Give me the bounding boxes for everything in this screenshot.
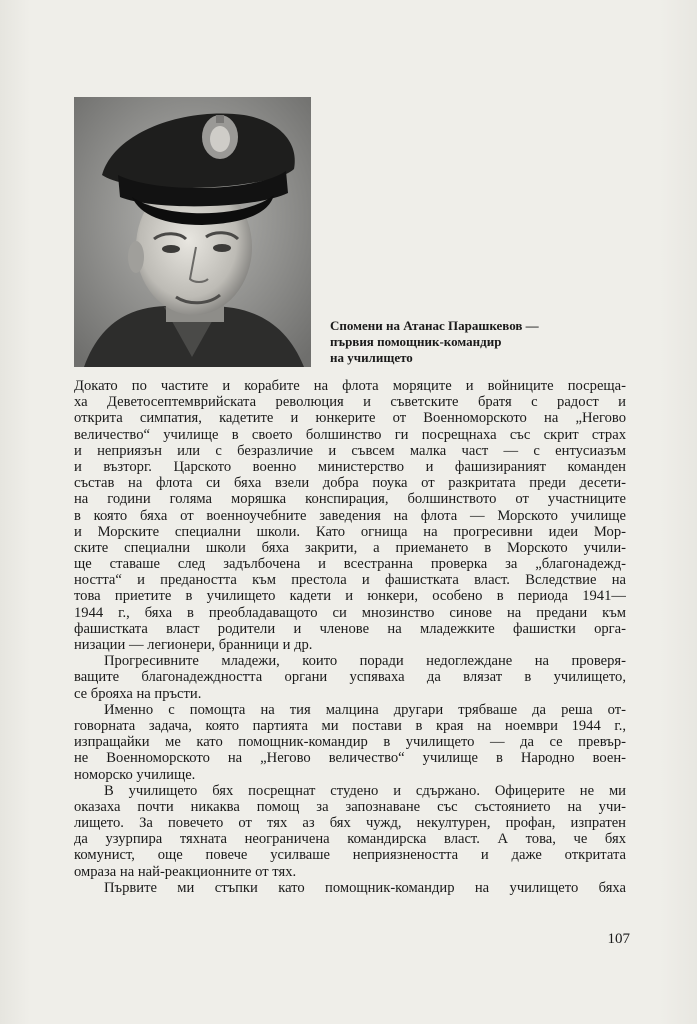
text-line: Именно с помощта на тия малцина другари трябваше да реша от- <box>104 701 626 718</box>
text-line: открита симпатия, кадетите и юнкерите от Военноморското на „Негово <box>74 410 626 427</box>
text-line: 1944 г., бяха в преобладаващото си мнозинство синове на предани към <box>74 604 626 621</box>
paragraph-2 <box>74 653 626 702</box>
text-line: и Морските специални школи. Като огнища на прогресивни идеи Мор- <box>74 523 626 540</box>
text-line: ха Деветосептемврийската революция и съветските братя с радост и <box>74 394 626 411</box>
page-number: 107 <box>607 931 630 947</box>
text-line: говорната задача, която партията ми постави в края на ноември 1944 г., <box>74 717 626 734</box>
text-line: в която бяха от военноучебните заведения на флота — Морското училище <box>74 507 626 524</box>
caption-line-2: първия помощник-командир <box>330 334 502 349</box>
portrait-photo <box>74 97 311 367</box>
text-line: комунист, още повече усилваше неприязнеността и даже откритата <box>74 847 626 864</box>
text-line: ността“ и предаността към престола и фашистката власт. Вследствие на <box>74 572 626 589</box>
text-line: номорско училище. <box>74 766 196 783</box>
text-line: Докато по частите и корабите на флота моряците и войниците посреща- <box>74 378 626 394</box>
text-line: и възторг. Царското военно министерство и фашизираният команден <box>74 458 626 475</box>
caption-line-1: Спомени на Атанас Парашкевов — <box>330 318 539 333</box>
portrait-photo-drawing <box>74 97 311 367</box>
text-line: лището. За повечето от тях аз бях чужд, некултурен, профан, изпратен <box>74 815 626 832</box>
text-line: ските специални школи бяха закрити, а приемането в Морското учили- <box>74 539 626 556</box>
text-line: и неприязън или с безразличие и съвсем малка част — с ентусиазъм <box>74 442 626 459</box>
text-line: не Военноморското на „Негово величество“ училище в Народно воен- <box>74 750 626 767</box>
text-line: на години голяма моряшка конспирация, болшинството от участниците <box>74 491 626 508</box>
text-line: величество“ училище в своето болшинство ги посрещнаха със скрит страх <box>74 426 626 443</box>
text-line: ще ставаше след задълбочена и всестранна проверка за „благонадежд- <box>74 556 626 573</box>
article-body <box>74 378 626 896</box>
paragraph-5 <box>74 880 626 896</box>
text-line: Първите ми стъпки като помощник-командир на училището бяха <box>104 879 626 896</box>
text-line: низации — легионери, бранници и др. <box>74 637 313 653</box>
paragraph-1 <box>74 378 626 653</box>
text-line: омраза на най-реакционните от тях. <box>74 863 297 880</box>
text-line: това приетите в училището кадети и юнкери, особено в периода 1941— <box>74 588 626 605</box>
text-line: ващите благонадеждността органи успяваха да влязат в училището, <box>74 669 626 686</box>
paragraph-4 <box>74 783 626 880</box>
text-line: Прогресивните младежи, които поради недоглеждане на проверя- <box>104 653 626 670</box>
photo-caption <box>330 318 650 366</box>
text-line: оказаха почти никаква помощ за запознаване със състоянието на учи- <box>74 798 626 815</box>
text-line: състав на флота си бяха взели добра поука от разкритата преди десети- <box>74 475 626 492</box>
text-line: фашистката власт родители и членове на младежките фашистки орга- <box>74 620 626 637</box>
text-line: В училището бях посрещнат студено и сдържано. Офицерите не ми <box>104 782 626 799</box>
text-line: се брояха на пръсти. <box>74 685 202 702</box>
caption-line-3: на училището <box>330 350 413 365</box>
paragraph-3 <box>74 702 626 783</box>
text-line: да узурпира тяхната неограничена командирска власт. А това, че бях <box>74 831 626 848</box>
text-line: изпращайки ме като помощник-командир в училището — да се превър- <box>74 734 626 751</box>
